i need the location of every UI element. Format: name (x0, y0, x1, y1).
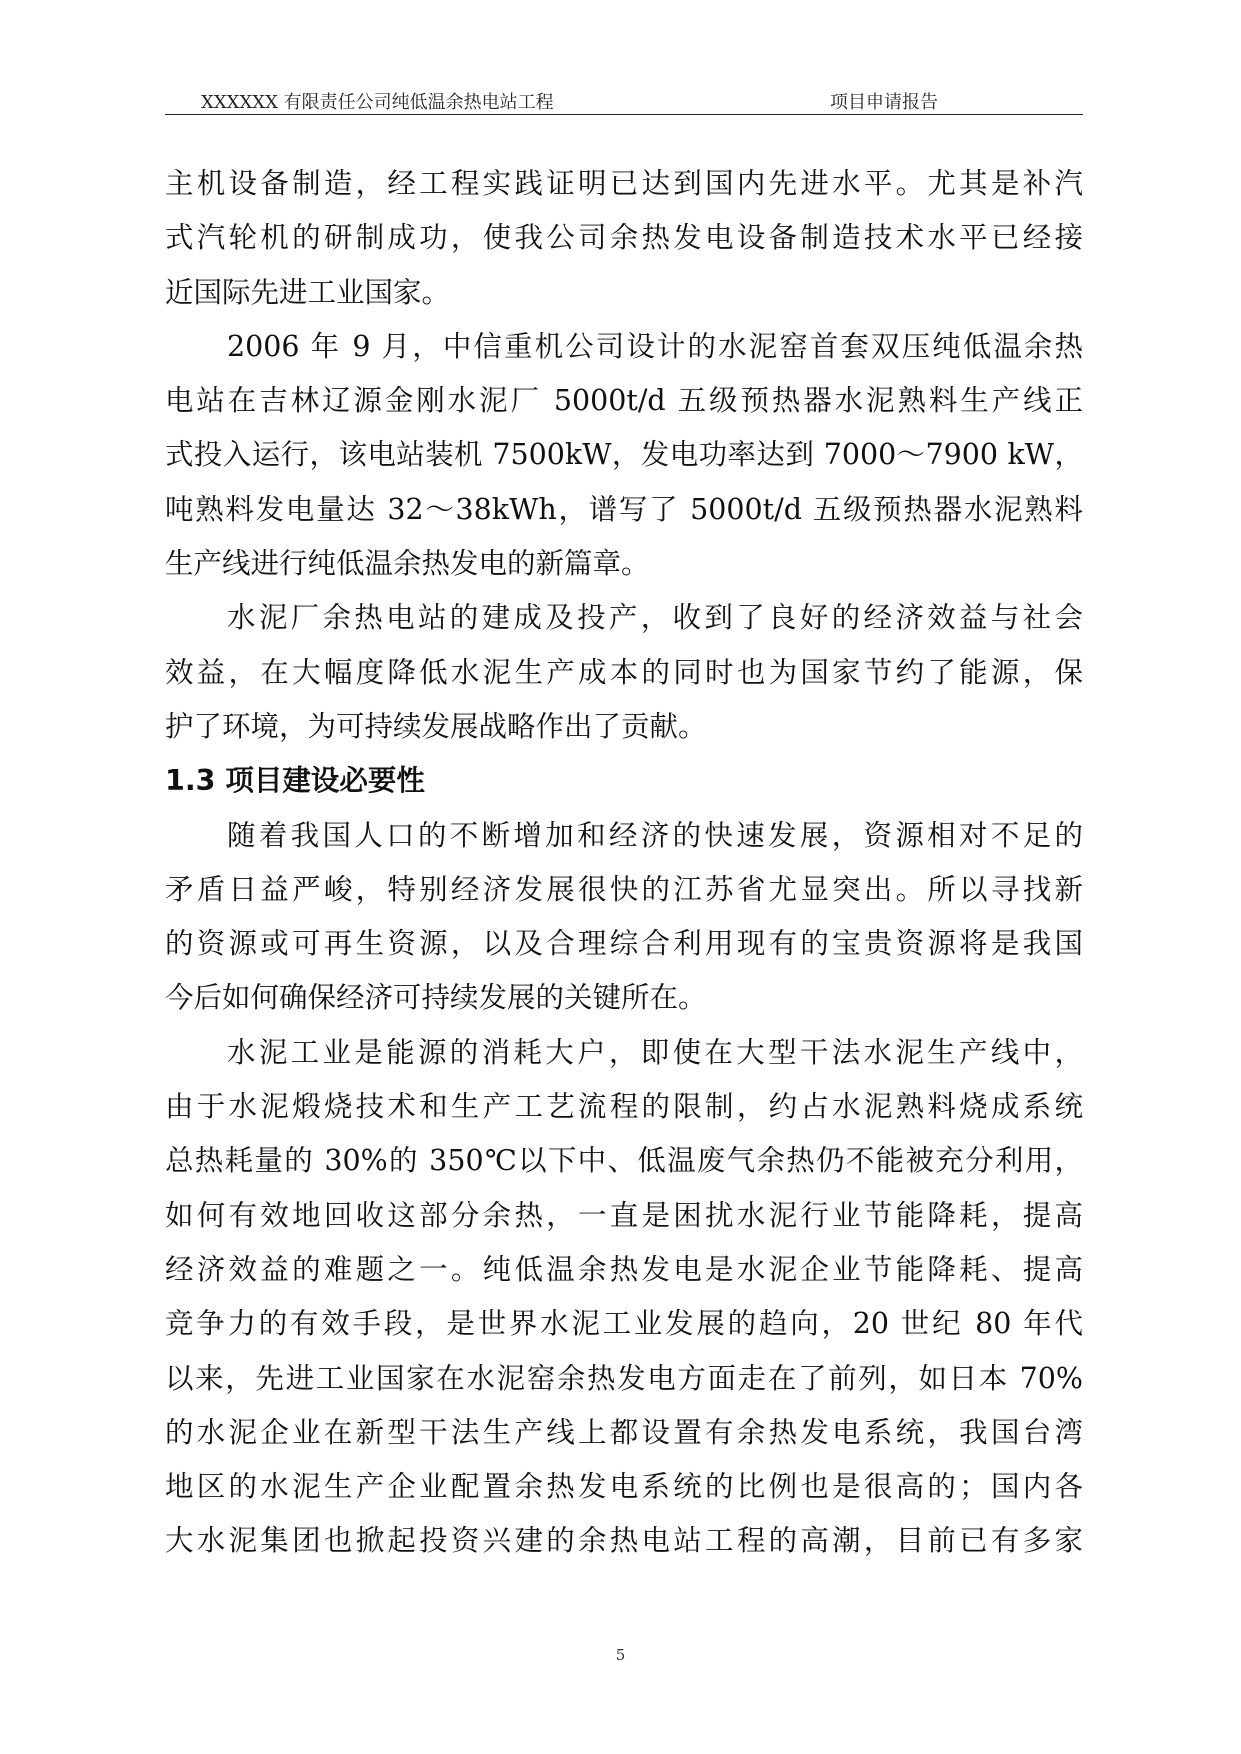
section-heading-text: 1.3 项目建设必要性 (165, 764, 425, 798)
text-line: 护了环境，为可持续发展战略作出了贡献。 (165, 709, 707, 743)
paragraph-resources (165, 809, 1083, 1026)
text-line: 效益，在大幅度降低水泥生产成本的同时也为国家节约了能源，保 (165, 655, 1083, 689)
text-line: 如何有效地回收这部分余热，一直是困扰水泥行业节能降耗，提高 (165, 1198, 1083, 1232)
text-line: 水泥厂余热电站的建成及投产，收到了良好的经济效益与社会 (227, 601, 1083, 635)
text-line: 2006 年 9 月，中信重机公司设计的水泥窑首套双压纯低温余热 (227, 329, 1083, 363)
paragraph-benefits (165, 591, 1083, 754)
text-line: 水泥工业是能源的消耗大户，即使在大型干法水泥生产线中， (227, 1035, 1083, 1069)
text-line: 的水泥企业在新型干法生产线上都设置有余热发电系统，我国台湾 (165, 1415, 1083, 1449)
paragraph-equipment-manufacturing (165, 157, 1083, 320)
text-line: 大水泥集团也掀起投资兴建的余热电站工程的高潮，目前已有多家 (165, 1524, 1083, 1558)
text-line: 今后如何确保经济可持续发展的关键所在。 (165, 981, 707, 1015)
text-line: 由于水泥煅烧技术和生产工艺流程的限制，约占水泥熟料烧成系统 (165, 1090, 1083, 1124)
text-line: 的资源或可再生资源，以及合理综合利用现有的宝贵资源将是我国 (165, 927, 1083, 961)
header-project-title: XXXXXX 有限责任公司纯低温余热电站工程 (201, 92, 554, 113)
text-line: 竞争力的有效手段，是世界水泥工业发展的趋向，20 世纪 80 年代 (165, 1307, 1083, 1341)
document-body (165, 157, 1083, 1569)
section-heading (165, 754, 1083, 808)
header-report-type: 项目申请报告 (830, 92, 938, 113)
text-line: 近国际先进工业国家。 (165, 275, 451, 309)
text-line: 以来，先进工业国家在水泥窑余热发电方面走在了前列，如日本 70% (165, 1361, 1083, 1395)
text-line: 式投入运行，该电站装机 7500kW，发电功率达到 7000～7900 kW， (165, 438, 1083, 472)
text-line: 主机设备制造，经工程实践证明已达到国内先进水平。尤其是补汽 (165, 167, 1083, 200)
text-line: 生产线进行纯低温余热发电的新篇章。 (165, 547, 650, 581)
page-header (165, 84, 1083, 115)
text-line: 式汽轮机的研制成功，使我公司余热发电设备制造技术水平已经接 (165, 221, 1083, 255)
page-number: 5 (615, 1646, 626, 1664)
text-line: 地区的水泥生产企业配置余热发电系统的比例也是很高的；国内各 (165, 1470, 1083, 1504)
text-line: 总热耗量的 30%的 350℃以下中、低温废气余热仍不能被充分利用， (165, 1144, 1083, 1178)
text-line: 吨熟料发电量达 32～38kWh，谱写了 5000t/d 五级预热器水泥熟料 (165, 492, 1083, 526)
text-line: 电站在吉林辽源金刚水泥厂 5000t/d 五级预热器水泥熟料生产线正 (165, 384, 1083, 418)
paragraph-cement-industry (165, 1026, 1083, 1569)
text-line: 矛盾日益严峻，特别经济发展很快的江苏省尤显突出。所以寻找新 (165, 872, 1083, 906)
paragraph-liaoyuan-station (165, 320, 1083, 591)
text-line: 经济效益的难题之一。纯低温余热发电是水泥企业节能降耗、提高 (165, 1252, 1083, 1286)
text-line: 随着我国人口的不断增加和经济的快速发展，资源相对不足的 (227, 818, 1083, 852)
